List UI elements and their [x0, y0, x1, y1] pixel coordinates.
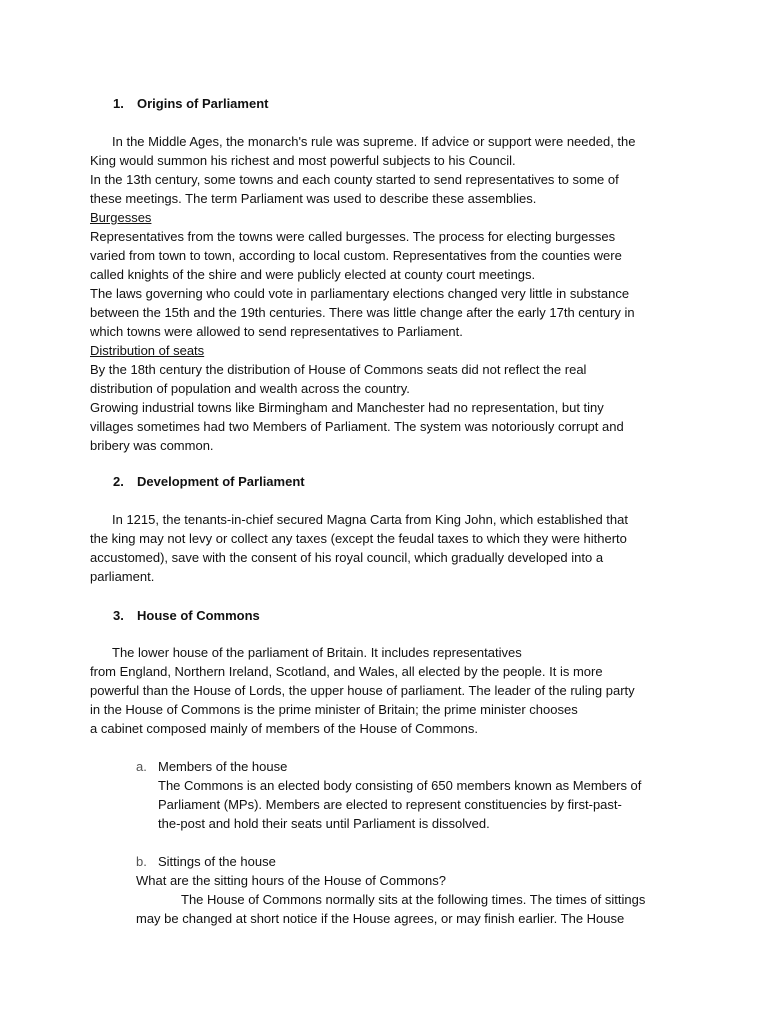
text-line: varied from town to town, according to local custom. Representatives from the counties were: [90, 248, 622, 263]
sittings-question: What are the sitting hours of the House of Commons?: [136, 873, 446, 888]
text-line: the-post and hold their seats until Parliament is dissolved.: [158, 816, 490, 831]
text-line: By the 18th century the distribution of House of Commons seats did not reflect the real: [90, 362, 587, 377]
subsection-title: Members of the house: [158, 759, 288, 774]
subsection-members: [136, 757, 641, 833]
text-line: powerful than the House of Lords, the upper house of parliament. The leader of the ruling party: [90, 683, 635, 698]
text-line: In the Middle Ages, the monarch's rule was supreme. If advice or support were needed, the: [112, 134, 636, 149]
text-line: which towns were allowed to send representatives to Parliament.: [90, 324, 463, 339]
section-title: House of Commons: [137, 608, 260, 623]
text-line: The House of Commons normally sits at the following times. The times of sittings: [181, 892, 646, 907]
text-line: The lower house of the parliament of Britain. It includes representatives: [112, 645, 522, 660]
section-number: 3.: [113, 608, 124, 623]
text-line: between the 15th and the 19th centuries. There was little change after the early 17th century in: [90, 305, 635, 320]
subsection-sittings: [136, 852, 645, 928]
text-line: Parliament (MPs). Members are elected to represent constituencies by first-past-: [158, 797, 622, 812]
list-letter: a.: [136, 759, 147, 774]
text-line: In 1215, the tenants-in-chief secured Magna Carta from King John, which established that: [112, 512, 628, 527]
distribution-subheading: Distribution of seats: [90, 343, 205, 358]
text-line: Growing industrial towns like Birmingham and Manchester had no representation, but tiny: [90, 400, 604, 415]
text-line: parliament.: [90, 569, 155, 584]
text-line: accustomed), save with the consent of his royal council, which gradually developed into a: [90, 550, 604, 565]
text-line: may be changed at short notice if the House agrees, or may finish earlier. The House: [136, 911, 625, 926]
text-line: The laws governing who could vote in parliamentary elections changed very little in substance: [90, 286, 630, 301]
text-line: these meetings. The term Parliament was used to describe these assemblies.: [90, 191, 537, 206]
section-number: 1.: [113, 96, 124, 111]
section-title: Origins of Parliament: [137, 96, 269, 111]
section-heading-origins: [113, 94, 268, 113]
text-line: in the House of Commons is the prime minister of Britain; the prime minister chooses: [90, 702, 578, 717]
commons-paragraph: [90, 643, 635, 738]
burgesses-subheading: Burgesses: [90, 210, 152, 225]
section-heading-development: [113, 472, 305, 491]
text-line: the king may not levy or collect any taxes (except the feudal taxes to which they were hitherto: [90, 531, 627, 546]
text-line: King would summon his richest and most powerful subjects to his Council.: [90, 153, 516, 168]
text-line: called knights of the shire and were publicly elected at county court meetings.: [90, 267, 536, 282]
development-paragraph: [90, 510, 628, 586]
text-line: In the 13th century, some towns and each county started to send representatives to some of: [90, 172, 619, 187]
section-title: Development of Parliament: [137, 474, 305, 489]
text-line: Representatives from the towns were called burgesses. The process for electing burgesses: [90, 229, 616, 244]
text-line: villages sometimes had two Members of Parliament. The system was notoriously corrupt and: [90, 419, 624, 434]
subsection-title: Sittings of the house: [158, 854, 276, 869]
text-line: a cabinet composed mainly of members of the House of Commons.: [90, 721, 479, 736]
text-line: bribery was common.: [90, 438, 214, 453]
section-number: 2.: [113, 474, 124, 489]
origins-paragraph: [90, 132, 636, 455]
text-line: from England, Northern Ireland, Scotland, and Wales, all elected by the people. It is more: [90, 664, 603, 679]
list-letter: b.: [136, 854, 147, 869]
text-line: The Commons is an elected body consisting of 650 members known as Members of: [158, 778, 642, 793]
text-line: distribution of population and wealth across the country.: [90, 381, 410, 396]
section-heading-commons: [113, 606, 260, 625]
